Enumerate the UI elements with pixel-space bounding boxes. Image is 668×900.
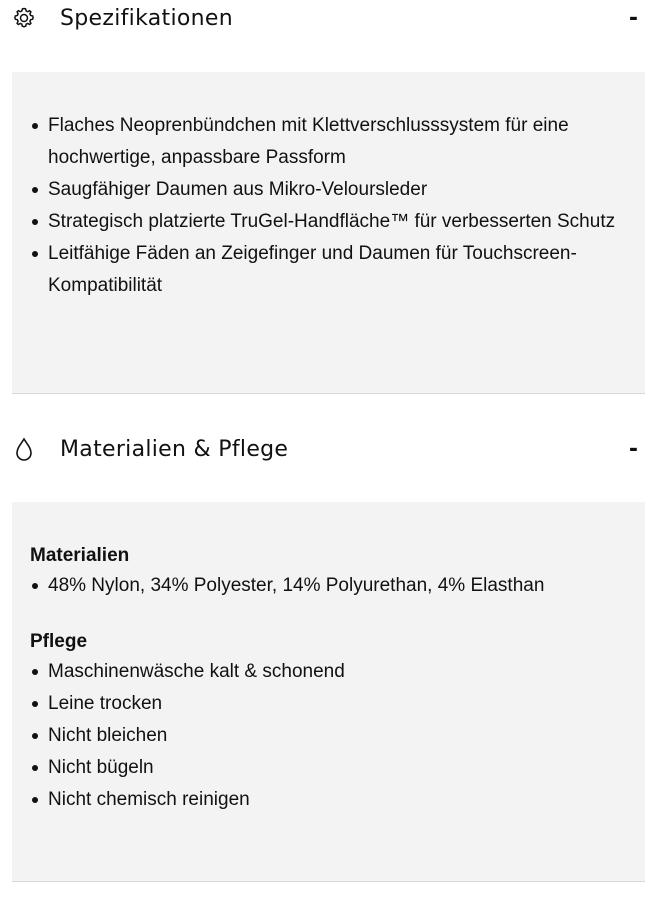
list-item: 48% Nylon, 34% Polyester, 14% Polyurethan, 4% Elasthan [12,570,645,602]
list-item: Flaches Neoprenbündchen mit Klettverschlusssystem für eine hochwertige, anpassbare Passform [12,110,645,174]
list-item: Strategisch platzierte TruGel-Handfläche™ für verbesserten Schutz [12,206,645,238]
care-heading: Pflege [30,631,88,652]
list-item: Leine trocken [12,688,645,720]
gear-icon [10,4,38,32]
droplet-icon [10,435,38,463]
materials-heading: Materialien [30,545,130,566]
specifications-collapse-toggle[interactable]: - [628,5,638,31]
materials-care-collapse-toggle[interactable]: - [628,436,638,462]
list-item: Nicht bügeln [12,752,645,784]
specifications-title: Spezifikationen [60,5,233,31]
list-item: Maschinenwäsche kalt & schonend [12,656,645,688]
materials-list [12,570,645,602]
list-item: Nicht bleichen [12,720,645,752]
list-item: Saugfähiger Daumen aus Mikro-Veloursleder [12,174,645,206]
specifications-list [12,72,645,302]
list-item: Leitfähige Fäden an Zeigefinger und Daumen für Touchscreen-Kompatibilität [12,238,645,302]
specifications-panel [12,72,645,394]
list-item: Nicht chemisch reinigen [12,784,645,816]
materials-care-panel [12,502,645,882]
care-list [12,656,645,816]
materials-care-header[interactable] [0,421,668,477]
materials-care-title: Materialien & Pflege [60,436,289,462]
specifications-header[interactable] [0,0,668,46]
